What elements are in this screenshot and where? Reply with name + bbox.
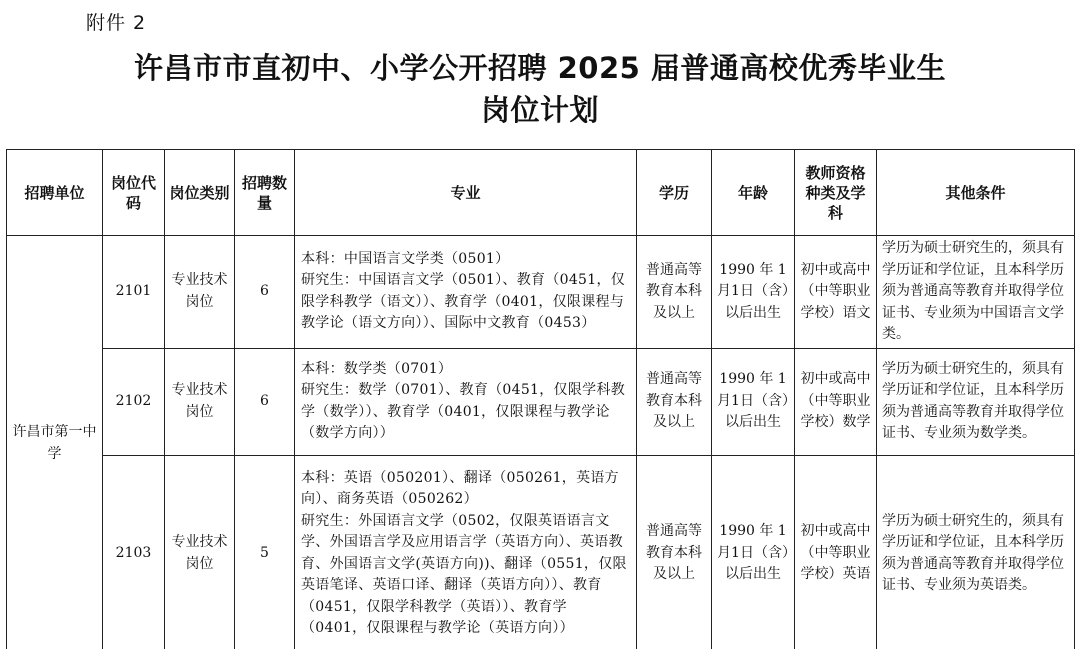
header-education: 学历 [637,150,712,236]
other-conditions-cell: 学历为硕士研究生的，须具有学历证和学位证，且本科学历须为普通高等教育并取得学位证书、专业须为数学类。 [877,348,1075,455]
header-count: 招聘数量 [235,150,295,236]
table-header-row [7,150,1075,236]
table-row [7,455,1075,649]
table-row [7,348,1075,455]
education-cell: 普通高等教育本科及以上 [637,236,712,349]
position-category-cell: 专业技术岗位 [165,455,235,649]
age-cell: 1990 年 1月1日（含）以后出生 [712,455,795,649]
position-code-cell: 2102 [103,348,165,455]
age-cell: 1990 年 1月1日（含）以后出生 [712,236,795,349]
attachment-label: 附件 2 [86,12,147,34]
other-conditions-cell: 学历为硕士研究生的，须具有学历证和学位证，且本科学历须为普通高等教育并取得学位证书、专业须为英语类。 [877,455,1075,649]
hire-count-cell: 6 [235,348,295,455]
major-cell: 本科：英语（050201）、翻译（050261，英语方向）、商务英语（050262） 研究生：外国语言文学（0502，仅限英语语言文学、外国语言学及应用语言学（英语方向）、英语教育、外国语言文学(英语方向))、翻译（0551，仅限英语笔译、英语口译、翻译（英语方向））、教育（0451，仅限学科教学（英语））、教育学（0401，仅限课程与教学论（英语方向）） [295,455,637,649]
unit-name-cell: 许昌市第一中学 [7,236,103,649]
major-cell: 本科：数学类（0701） 研究生：数学（0701）、教育（0451，仅限学科教学（数学））、教育学（0401，仅限课程与教学论（数学方向）） [295,348,637,455]
position-code-cell: 2101 [103,236,165,349]
other-conditions-cell: 学历为硕士研究生的，须具有学历证和学位证，且本科学历须为普通高等教育并取得学位证书、专业须为中国语言文学类。 [877,236,1075,349]
qualification-cell: 初中或高中（中等职业学校）语文 [795,236,877,349]
hire-count-cell: 5 [235,455,295,649]
header-major: 专业 [295,150,637,236]
education-cell: 普通高等教育本科及以上 [637,348,712,455]
header-other: 其他条件 [877,150,1075,236]
header-unit: 招聘单位 [7,150,103,236]
hire-count-cell: 6 [235,236,295,349]
position-category-cell: 专业技术岗位 [165,348,235,455]
header-qualification: 教师资格种类及学科 [795,150,877,236]
table-row [7,236,1075,349]
header-age: 年龄 [712,150,795,236]
header-category: 岗位类别 [165,150,235,236]
position-category-cell: 专业技术岗位 [165,236,235,349]
document-title: 许昌市市直初中、小学公开招聘 2025 届普通高校优秀毕业生 [134,51,946,85]
position-code-cell: 2103 [103,455,165,649]
qualification-cell: 初中或高中（中等职业学校）英语 [795,455,877,649]
major-cell: 本科：中国语言文学类（0501） 研究生：中国语言文学（0501）、教育（0451，仅限学科教学（语文））、教育学（0401，仅限课程与教学论（语文方向））、国际中文教育（0453） [295,236,637,349]
position-plan-table [6,149,1075,649]
education-cell: 普通高等教育本科及以上 [637,455,712,649]
age-cell: 1990 年 1月1日（含）以后出生 [712,348,795,455]
qualification-cell: 初中或高中（中等职业学校）数学 [795,348,877,455]
header-code: 岗位代码 [103,150,165,236]
document-subtitle: 岗位计划 [480,93,599,127]
